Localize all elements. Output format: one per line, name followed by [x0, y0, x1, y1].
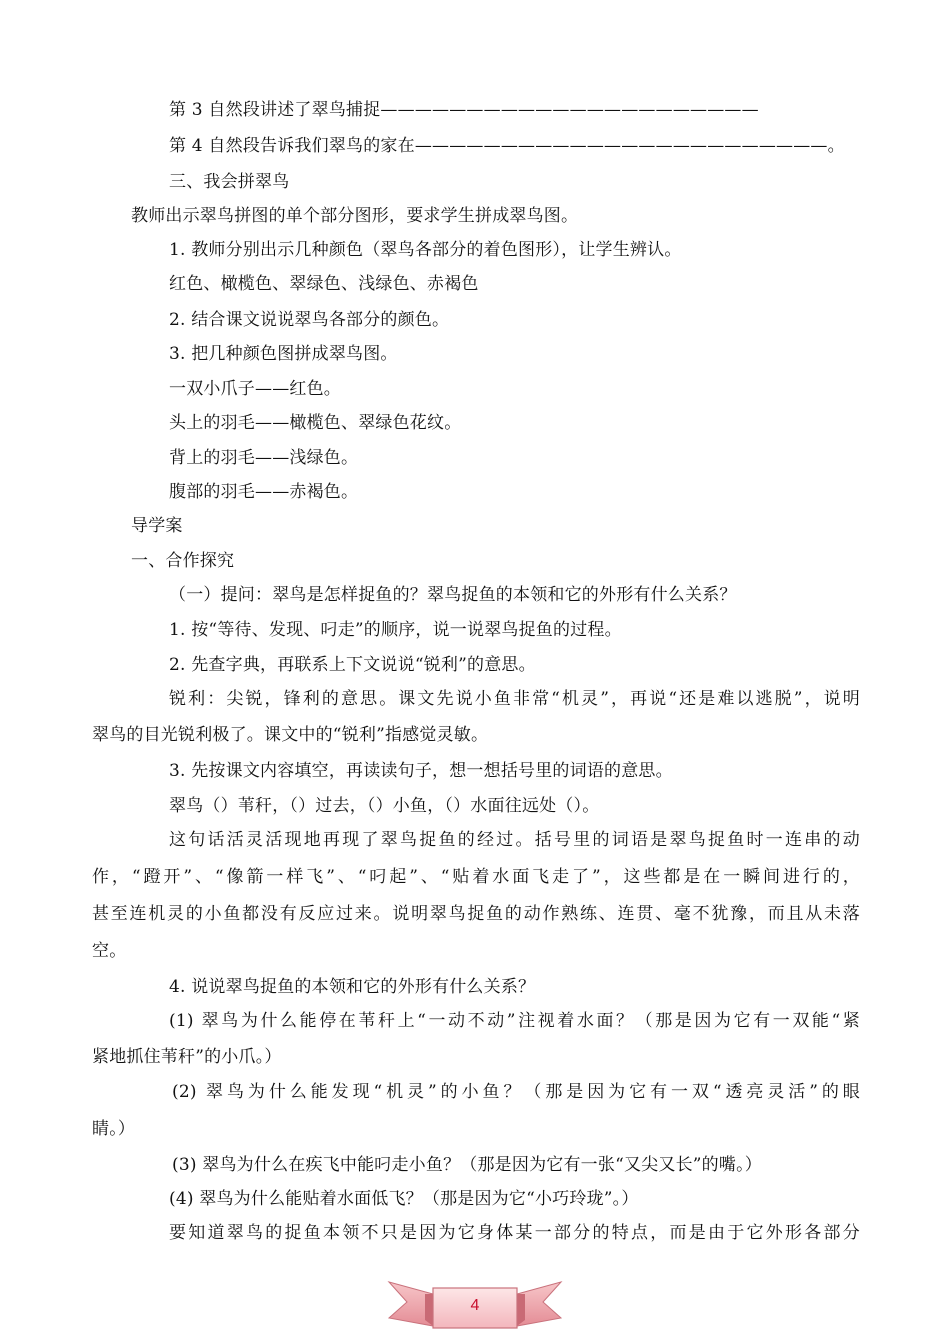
text-line: 红色、橄榄色、翠绿色、浅绿色、赤褐色: [169, 274, 479, 294]
page-number: 4: [470, 1297, 480, 1314]
text-line: 睛。）: [92, 1119, 136, 1139]
text-line: (4) 翠鸟为什么能贴着水面低飞？（那是因为它“小巧玲珑”。）: [169, 1189, 639, 1209]
section-heading: 导学案: [131, 516, 183, 536]
text-line: (2) 翠鸟为什么能发现“机灵”的小鱼？（那是因为它有一双“透亮灵活”的眼: [172, 1082, 860, 1102]
text-line: (1) 翠鸟为什么能停在苇秆上“一动不动”注视着水面？（那是因为它有一双能“紧: [169, 1011, 860, 1031]
text-line: 2. 先查字典，再联系上下文说说“锐利”的意思。: [169, 655, 536, 675]
text-line: 头上的羽毛——橄榄色、翠绿色花纹。: [169, 413, 462, 433]
page-number-banner: [385, 1270, 565, 1340]
text-line: (3) 翠鸟为什么在疾飞中能叼走小鱼？（那是因为它有一张“又尖又长”的嘴。）: [172, 1155, 762, 1175]
text-line: 一双小爪子——红色。: [169, 379, 341, 399]
text-line: 这句话活灵活现地再现了翠鸟捉鱼的经过。括号里的词语是翠鸟捉鱼时一连串的动: [169, 830, 860, 850]
text-line: 3. 把几种颜色图拼成翠鸟图。: [169, 344, 398, 364]
text-line: 空。: [92, 941, 127, 961]
text-line: 4. 说说翠鸟捉鱼的本领和它的外形有什么关系？: [169, 977, 536, 997]
text-line: 1. 按“等待、发现、叼走”的顺序，说一说翠鸟捉鱼的过程。: [169, 620, 622, 640]
text-line: 作，“蹬开”、“像箭一样飞”、“叼起”、“贴着水面飞走了”，这些都是在一瞬间进行的，: [92, 867, 860, 887]
text-line: 紧地抓住苇秆”的小爪。）: [92, 1047, 282, 1067]
text-line: 翠鸟（）苇秆，（）过去，（）小鱼，（）水面往远处（）。: [169, 796, 600, 816]
text-line: 翠鸟的目光锐利极了。课文中的“锐利”指感觉灵敏。: [92, 725, 489, 745]
text-line: 第 3 自然段讲述了翠鸟捕捉——————————————————————: [169, 100, 759, 120]
text-line: 锐利：尖锐，锋利的意思。课文先说小鱼非常“机灵”，再说“还是难以逃脱”，说明: [169, 689, 860, 709]
section-heading: 一、合作探究: [131, 551, 235, 571]
text-line: 第 4 自然段告诉我们翠鸟的家在————————————————————————。: [169, 136, 845, 156]
text-line: 背上的羽毛——浅绿色。: [169, 448, 359, 468]
text-line: 腹部的羽毛——赤褐色。: [169, 482, 359, 502]
text-line: 教师出示翠鸟拼图的单个部分图形，要求学生拼成翠鸟图。: [131, 206, 579, 226]
text-line: 要知道翠鸟的捉鱼本领不只是因为它身体某一部分的特点，而是由于它外形各部分: [169, 1223, 860, 1243]
section-heading: 三、我会拼翠鸟: [169, 172, 290, 192]
text-line: 1. 教师分别出示几种颜色（翠鸟各部分的着色图形），让学生辨认。: [169, 240, 682, 260]
text-line: （一）提问：翠鸟是怎样捉鱼的？翠鸟捉鱼的本领和它的外形有什么关系？: [169, 585, 737, 605]
text-line: 2. 结合课文说说翠鸟各部分的颜色。: [169, 310, 450, 330]
text-line: 3. 先按课文内容填空，再读读句子，想一想括号里的词语的意思。: [169, 761, 673, 781]
text-line: 甚至连机灵的小鱼都没有反应过来。说明翠鸟捉鱼的动作熟练、连贯、毫不犹豫，而且从未落: [92, 904, 860, 924]
